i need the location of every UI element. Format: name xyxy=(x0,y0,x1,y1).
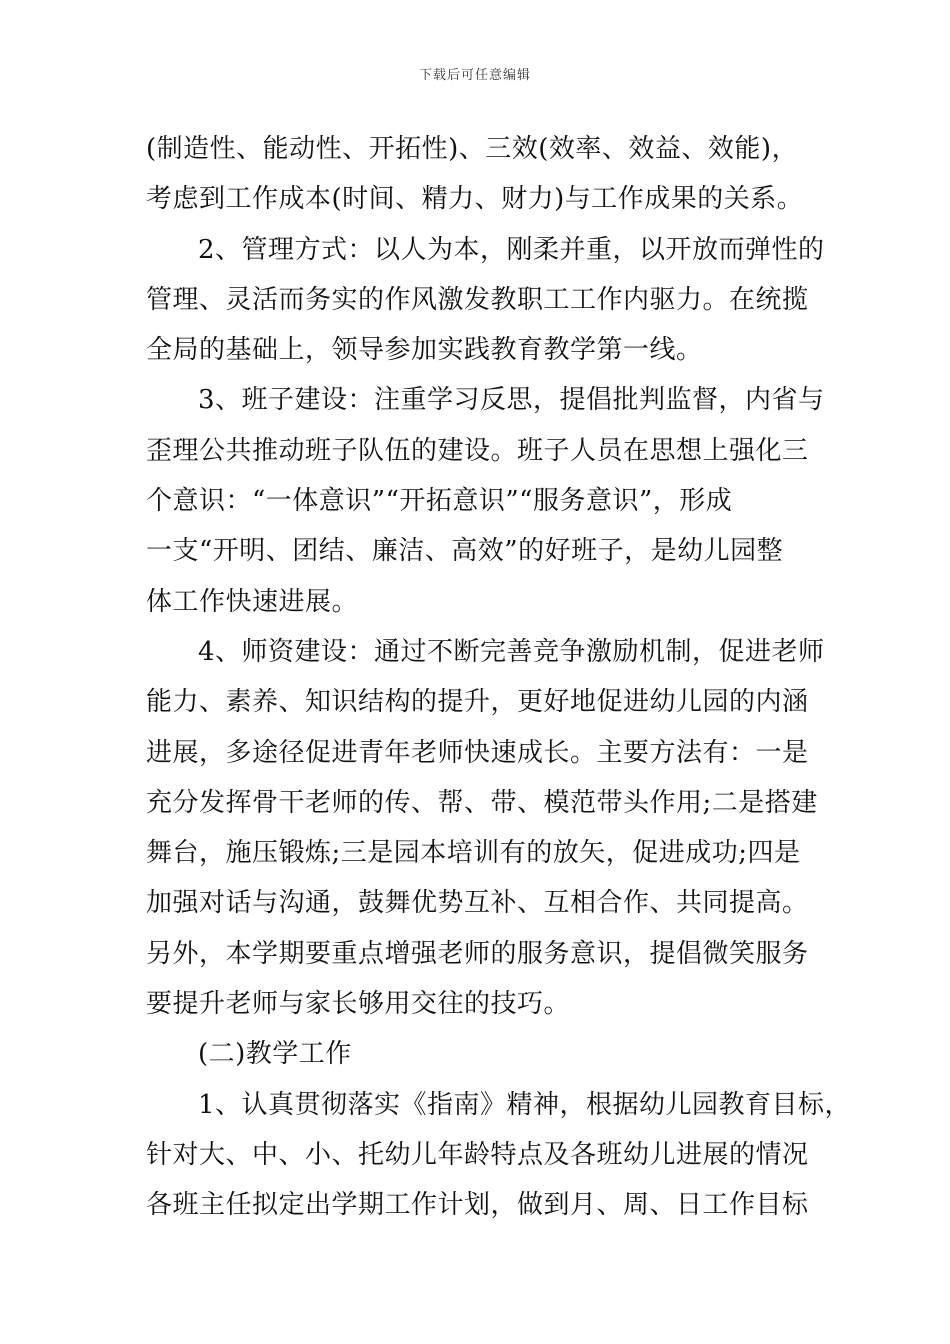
text-line-8: 个意识：“一体意识”“开拓意识”“服务意识”，形成 xyxy=(146,486,733,517)
text-line-18: 要提升老师与家长够用交往的技巧。 xyxy=(146,989,571,1020)
section-heading-teaching: (二)教学工作 xyxy=(198,1039,352,1070)
text-line-14: 充分发挥骨干老师的传、帮、带、模范带头作用;二是搭建 xyxy=(146,787,818,818)
text-line-1: (制造性、能动性、开拓性)、三效(效率、效益、效能)， xyxy=(146,134,799,164)
text-line-7: 歪理公共推动班子队伍的建设。班子人员在思想上强化三 xyxy=(146,435,809,466)
text-line-11: 4、师资建设：通过不断完善竞争激励机制，促进老师 xyxy=(198,636,825,667)
text-line-10: 体工作快速进展。 xyxy=(146,586,359,617)
text-line-4: 管理、灵活而务实的作风激发教职工工作内驱力。在统揽 xyxy=(146,284,809,315)
text-line-9: 一支“开明、团结、廉洁、高效”的好班子，是幼儿园整 xyxy=(146,536,784,567)
text-line-20: 1、认真贯彻落实《指南》精神，根据幼儿园教育目标， xyxy=(198,1089,852,1120)
text-line-12: 能力、素养、知识结构的提升，更好地促进幼儿园的内涵 xyxy=(146,687,809,718)
page-header: 下载后可任意编辑 xyxy=(418,68,531,83)
text-line-6: 3、班子建设：注重学习反思，提倡批判监督，内省与 xyxy=(198,385,825,416)
document-body xyxy=(146,124,852,1231)
text-line-3: 2、管理方式：以人为本，刚柔并重，以开放而弹性的 xyxy=(198,234,825,265)
text-line-21: 针对大、中、小、托幼儿年龄特点及各班幼儿进展的情况 xyxy=(146,1139,809,1170)
text-line-5: 全局的基础上，领导参加实践教育教学第一线。 xyxy=(146,335,703,366)
text-line-17: 另外，本学期要重点增强老师的服务意识，提倡微笑服务 xyxy=(146,938,809,969)
text-line-16: 加强对话与沟通，鼓舞优势互补、互相合作、共同提高。 xyxy=(146,888,809,919)
text-line-13: 进展，多途径促进青年老师快速成长。主要方法有：一是 xyxy=(146,737,809,768)
text-line-15: 舞台，施压锻炼;三是园本培训有的放矢，促进成功;四是 xyxy=(146,838,801,869)
text-line-2: 考虑到工作成本(时间、精力、财力)与工作成果的关系。 xyxy=(146,184,804,215)
text-line-22: 各班主任拟定出学期工作计划，做到月、周、日工作目标 xyxy=(146,1190,809,1221)
